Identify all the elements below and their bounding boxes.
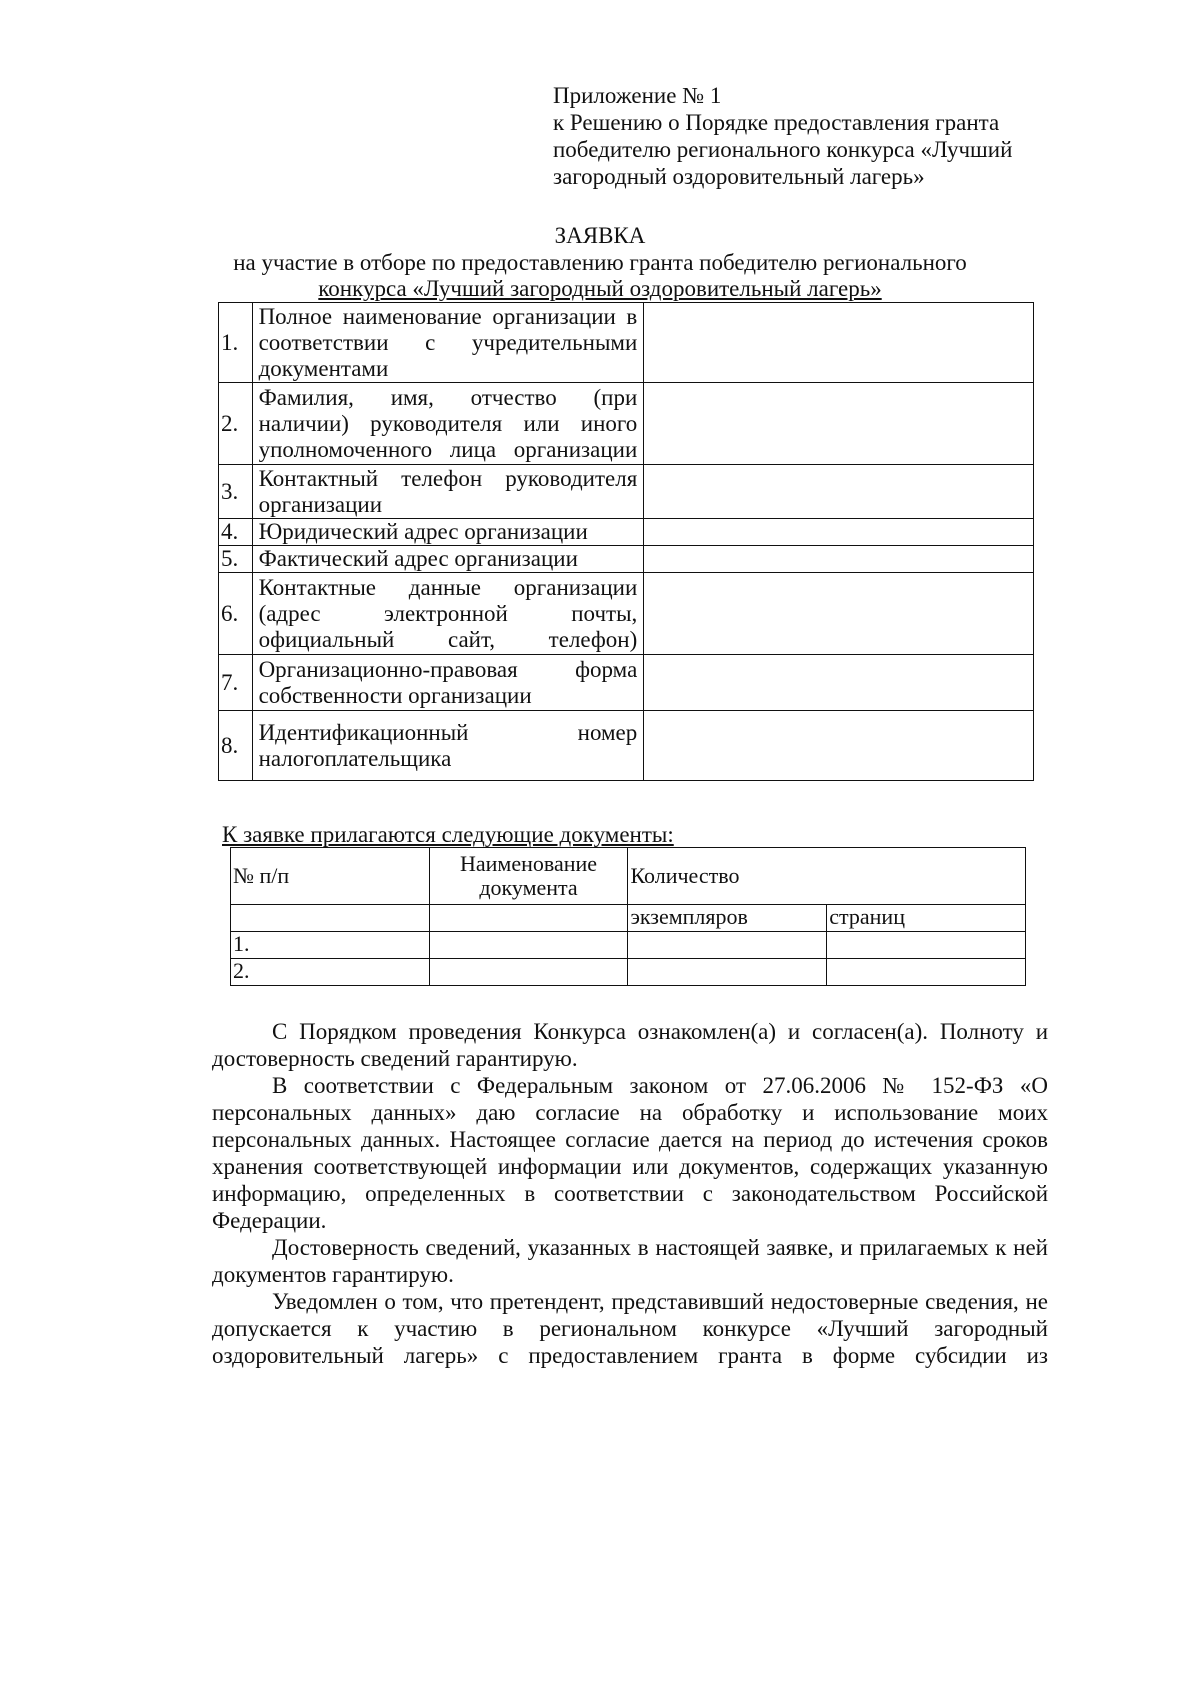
subtitle-line: на участие в отборе по предоставлению гранта победителю регионального xyxy=(233,250,967,275)
row-label: Контактный телефон руководителя организации xyxy=(252,465,644,519)
doc-name-field[interactable] xyxy=(429,932,628,959)
row-value-field[interactable] xyxy=(644,465,1034,519)
doc-name-field[interactable] xyxy=(429,959,628,986)
appendix-line: загородный оздоровительный лагерь» xyxy=(553,164,925,189)
table-row xyxy=(231,932,1026,959)
subheader-empty xyxy=(429,905,628,932)
row-number: 7. xyxy=(219,655,253,711)
row-value-field[interactable] xyxy=(644,655,1034,711)
doc-row-number: 1. xyxy=(231,932,430,959)
appendix-header xyxy=(553,82,1033,190)
paragraph: С Порядком проведения Конкурса ознакомлен(а) и согласен(а). Полноту и достоверность сведений гарантирую. xyxy=(212,1019,1048,1071)
row-label: Фактический адрес организации xyxy=(252,546,644,573)
header-copies: экземпляров xyxy=(628,905,827,932)
paragraph: В соответствии с Федеральным законом от 27.06.2006 № 152-ФЗ «О персональных данных» даю согласие на обработку и использование моих персональных данных. Настоящее согласие дается на период до истечения сроков хранения соответствующей информации или документов, содержащих указанную информацию, определенных в соответствии с законодательством Российской Федерации. xyxy=(212,1073,1048,1233)
attachments-subheader-row xyxy=(231,905,1026,932)
doc-pages-field[interactable] xyxy=(827,932,1026,959)
document-title: ЗАЯВКА xyxy=(554,223,646,248)
row-number: 8. xyxy=(219,711,253,781)
table-row xyxy=(219,546,1034,573)
row-number: 5. xyxy=(219,546,253,573)
subheader-empty xyxy=(231,905,430,932)
row-label: Идентификационный номер налогоплательщика xyxy=(252,711,644,781)
row-number: 4. xyxy=(219,519,253,546)
row-value-field[interactable] xyxy=(644,519,1034,546)
row-value-field[interactable] xyxy=(644,546,1034,573)
header-num: № п/п xyxy=(231,848,430,905)
row-value-field[interactable] xyxy=(644,711,1034,781)
doc-copies-field[interactable] xyxy=(628,959,827,986)
application-table xyxy=(218,302,1034,781)
table-row xyxy=(219,655,1034,711)
doc-row-number: 2. xyxy=(231,959,430,986)
row-value-field[interactable] xyxy=(644,383,1034,465)
row-number: 2. xyxy=(219,383,253,465)
doc-copies-field[interactable] xyxy=(628,932,827,959)
paragraph: Достоверность сведений, указанных в настоящей заявке, и прилагаемых к ней документов гарантирую. xyxy=(212,1235,1048,1287)
row-value-field[interactable] xyxy=(644,303,1034,383)
document-subtitle xyxy=(0,250,1200,302)
consent-text xyxy=(212,1018,1048,1369)
row-number: 1. xyxy=(219,303,253,383)
appendix-line: победителю регионального конкурса «Лучший xyxy=(553,137,1013,162)
doc-pages-field[interactable] xyxy=(827,959,1026,986)
row-label: Полное наименование организации в соответствии с учредительными документами xyxy=(252,303,644,383)
appendix-line: к Решению о Порядке предоставления гранта xyxy=(553,110,1000,135)
row-number: 6. xyxy=(219,573,253,655)
table-row xyxy=(219,573,1034,655)
header-quantity: Количество xyxy=(628,848,1026,905)
row-label: Юридический адрес организации xyxy=(252,519,644,546)
table-row xyxy=(219,711,1034,781)
table-row xyxy=(219,383,1034,465)
header-pages: страниц xyxy=(827,905,1026,932)
paragraph: Уведомлен о том, что претендент, представивший недостоверные сведения, не допускается к участию в региональном конкурсе «Лучший загородный оздоровительный лагерь» с предоставлением гранта в форме субсидии из xyxy=(212,1289,1048,1368)
header-document-name: Наименование документа xyxy=(429,848,628,905)
table-row xyxy=(219,465,1034,519)
row-label: Организационно-правовая форма собственности организации xyxy=(252,655,644,711)
row-value-field[interactable] xyxy=(644,573,1034,655)
table-row xyxy=(219,519,1034,546)
attachments-header-row xyxy=(231,848,1026,905)
appendix-line: Приложение № 1 xyxy=(553,83,722,108)
row-label: Контактные данные организации (адрес электронной почты, официальный сайт, телефон) xyxy=(252,573,644,655)
row-label: Фамилия, имя, отчество (при наличии) руководителя или иного уполномоченного лица организации xyxy=(252,383,644,465)
row-number: 3. xyxy=(219,465,253,519)
subtitle-line: конкурса «Лучший загородный оздоровительный лагерь» xyxy=(318,276,882,301)
table-row xyxy=(231,959,1026,986)
table-row xyxy=(219,303,1034,383)
attachments-table xyxy=(230,847,1026,986)
attachments-caption: К заявке прилагаются следующие документы: xyxy=(222,822,674,847)
